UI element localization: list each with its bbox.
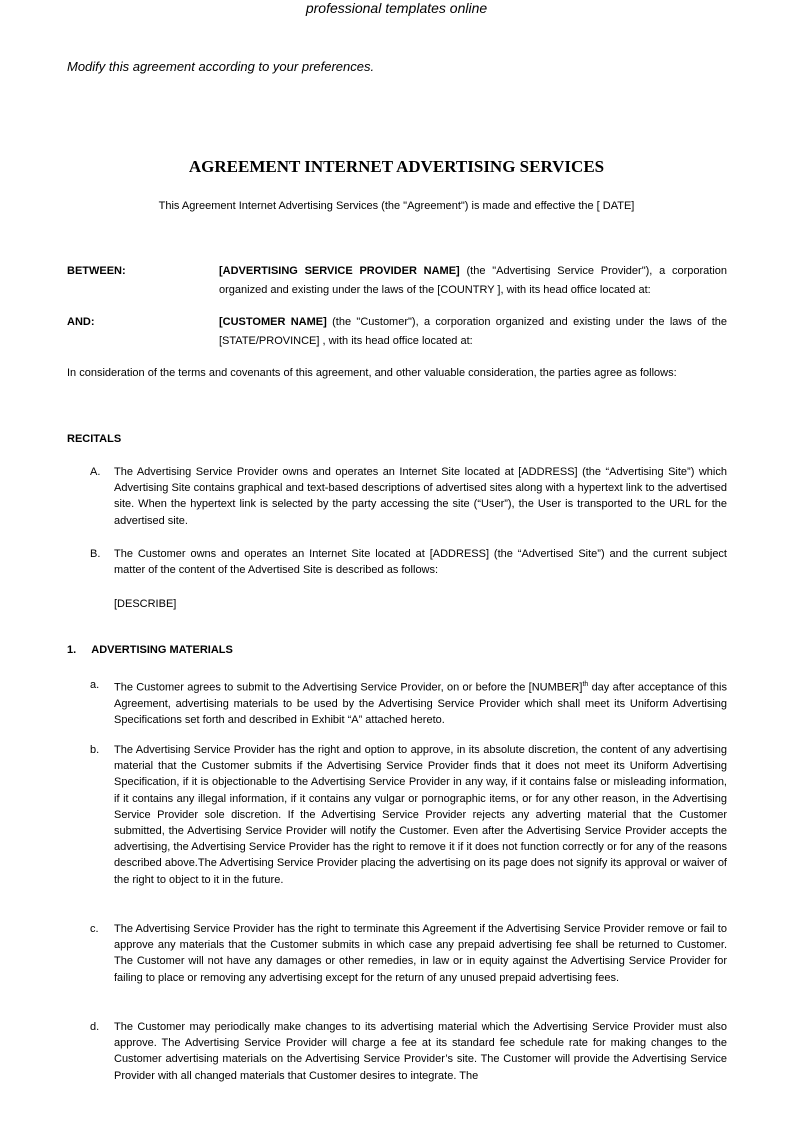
- party-description: (the "Customer"), a corporation organized and existing under the laws of the [STATE/PROVINCE] , with its head office located at:: [219, 316, 727, 347]
- section-item: [90, 742, 727, 888]
- recitals-heading: RECITALS: [67, 433, 122, 445]
- item-text: The Customer owns and operates an Internet Site located at [ADDRESS] (the “Advertised Site”) and the current subject matter of the content of the Advertised Site is described as follows:: [114, 548, 727, 577]
- section-item: [90, 921, 727, 986]
- section-title: ADVERTISING MATERIALS: [91, 644, 233, 656]
- party-name: [ADVERTISING SERVICE PROVIDER NAME]: [219, 265, 460, 277]
- document-title: AGREEMENT INTERNET ADVERTISING SERVICES: [188, 157, 605, 176]
- item-marker: A.: [90, 466, 101, 478]
- item-text: The Advertising Service Provider has the right to terminate this Agreement if the Advertising Service Provider remove or fail to approve any materials that the Customer submits in which case any prepaid advertising fee shall be returned to Customer. The Customer will not have any damages or other remedies, in law or in equity against the Advertising Service Provider for failing to place or removing any advertising except for the return of any unused prepaid advertising fees.: [114, 923, 727, 984]
- item-marker: c.: [90, 923, 99, 935]
- item-text: [114, 677, 727, 728]
- page-header-tagline: professional templates online: [305, 0, 488, 16]
- party-label: AND:: [67, 316, 95, 328]
- item-marker: B.: [90, 548, 101, 560]
- party-and: [67, 313, 727, 351]
- item-marker: b.: [90, 744, 100, 756]
- recital-item: [90, 546, 727, 578]
- item-text-part: day after acceptance of this Agreement, advertising materials to be used by the Advertising Service Provider which shall meet its Uniform Advertising Specifications set forth and described in Exhibit “A” attached hereto.: [114, 681, 727, 727]
- consideration-paragraph: In consideration of the terms and covenants of this agreement, and other valuable consideration, the parties agree as follows:: [67, 367, 677, 379]
- superscript: th: [582, 681, 589, 688]
- item-text: The Advertising Service Provider owns and operates an Internet Site located at [ADDRESS] (the “Advertising Site”) which Advertising Site contains graphical and text-based descriptions of advertised sites along with a hypertext link to the advertised site. When the hypertext link is selected by the party accessing the site (“User”), the User is transported to the URL for the advertised site.: [114, 466, 727, 527]
- recital-item: [90, 464, 727, 529]
- section-number: 1.: [67, 644, 77, 656]
- item-text: The Advertising Service Provider has the right and option to approve, in its absolute discretion, the content of any advertising material that the Customer submits if the Advertising Service Provider finds that it does not meet its Uniform Advertising Specification, if it is objectionable to the Advertising Service Provider in any way, if it contains false or misleading information, if it contains any illegal information, if it contains any vulgar or pornographic items, or for any other reason, in the Advertising Service Provider sole discretion. If the Advertising Service Provider rejects any adverting material that the Customer submitted, the Advertising Service Provider will notify the Customer. Even after the Advertising Service Provider accepts the advertising, the Advertising Service Provider has the right to remove it if it does not function correctly or for any of the reasons described above.The Advertising Service Provider placing the advertising on its page does not signify its approval or waiver of the right to object to it in the future.: [114, 744, 727, 886]
- party-name: [CUSTOMER NAME]: [219, 316, 327, 328]
- item-text-part: The Customer agrees to submit to the Advertising Service Provider, on or before the [NUMBER]: [114, 681, 583, 694]
- party-description: (the "Advertising Service Provider"), a corporation organized and existing under the laws of the [COUNTRY ], with its head office located at:: [219, 265, 727, 296]
- describe-placeholder: [90, 596, 727, 612]
- section-item: [90, 1019, 727, 1084]
- party-text: [219, 313, 727, 351]
- party-between: [67, 262, 727, 300]
- describe-text: [DESCRIBE]: [114, 598, 177, 610]
- section-item: [90, 677, 727, 728]
- party-text: [219, 262, 727, 300]
- section-1-heading: [67, 644, 233, 656]
- item-text: The Customer may periodically make changes to its advertising material which the Advertising Service Provider must also approve. The Advertising Service Provider will charge a fee at its standard fee schedule rate for making changes to the Customer advertising materials on the Advertising Service Provider’s site. The Customer will provide the Advertising Service Provider with all changed materials that Customer desires to integrate. The: [114, 1021, 727, 1082]
- intro-line: This Agreement Internet Advertising Services (the "Agreement") is made and effective the [ DATE]: [158, 200, 635, 212]
- modify-note: Modify this agreement according to your preferences.: [67, 59, 375, 74]
- party-label: BETWEEN:: [67, 265, 126, 277]
- item-marker: d.: [90, 1021, 100, 1033]
- item-marker: a.: [90, 679, 100, 691]
